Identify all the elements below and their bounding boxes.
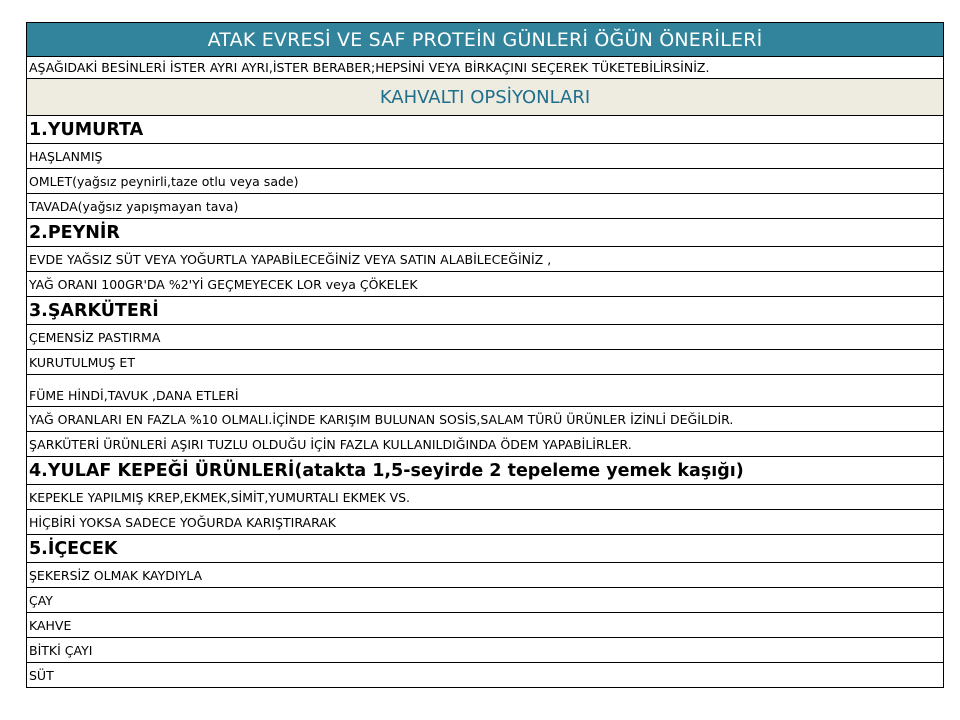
list-item: SÜT bbox=[27, 663, 943, 688]
meal-suggestion-table bbox=[26, 22, 944, 688]
list-item: OMLET(yağsız peynirli,taze otlu veya sade) bbox=[27, 169, 943, 194]
group-heading-deli: 3.ŞARKÜTERİ bbox=[27, 297, 943, 325]
intro-note: AŞAĞIDAKİ BESİNLERİ İSTER AYRI AYRI,İSTER BERABER;HEPSİNİ VEYA BİRKAÇINI SEÇEREK TÜKETEBİLİRSİNİZ. bbox=[27, 57, 943, 79]
list-item: YAĞ ORANI 100GR'DA %2'Yİ GEÇMEYECEK LOR veya ÇÖKELEK bbox=[27, 272, 943, 297]
list-item: HAŞLANMIŞ bbox=[27, 144, 943, 169]
list-item: KEPEKLE YAPILMIŞ KREP,EKMEK,SİMİT,YUMURTALI EKMEK VS. bbox=[27, 485, 943, 510]
list-item: TAVADA(yağsız yapışmayan tava) bbox=[27, 194, 943, 219]
list-item: HİÇBİRİ YOKSA SADECE YOĞURDA KARIŞTIRARAK bbox=[27, 510, 943, 535]
list-item: FÜME HİNDİ,TAVUK ,DANA ETLERİ bbox=[27, 375, 943, 407]
list-item: ŞEKERSİZ OLMAK KAYDIYLA bbox=[27, 563, 943, 588]
list-item: KAHVE bbox=[27, 613, 943, 638]
list-item: KURUTULMUŞ ET bbox=[27, 350, 943, 375]
group-heading-cheese: 2.PEYNİR bbox=[27, 219, 943, 247]
list-item: ÇAY bbox=[27, 588, 943, 613]
list-item: BİTKİ ÇAYI bbox=[27, 638, 943, 663]
group-heading-drinks: 5.İÇECEK bbox=[27, 535, 943, 563]
list-item: ÇEMENSİZ PASTIRMA bbox=[27, 325, 943, 350]
breakfast-section-header: KAHVALTI OPSİYONLARI bbox=[27, 79, 943, 116]
list-item: ŞARKÜTERİ ÜRÜNLERİ AŞIRI TUZLU OLDUĞU İÇİN FAZLA KULLANILDIĞINDA ÖDEM YAPABİLİRLER. bbox=[27, 432, 943, 457]
group-heading-eggs: 1.YUMURTA bbox=[27, 116, 943, 144]
group-heading-oat-bran: 4.YULAF KEPEĞİ ÜRÜNLERİ(atakta 1,5-seyirde 2 tepeleme yemek kaşığı) bbox=[27, 457, 943, 485]
list-item: YAĞ ORANLARI EN FAZLA %10 OLMALI.İÇİNDE KARIŞIM BULUNAN SOSİS,SALAM TÜRÜ ÜRÜNLER İZİNLİ DEĞİLDİR. bbox=[27, 407, 943, 432]
list-item: EVDE YAĞSIZ SÜT VEYA YOĞURTLA YAPABİLECEĞİNİZ VEYA SATIN ALABİLECEĞİNİZ , bbox=[27, 247, 943, 272]
table-title: ATAK EVRESİ VE SAF PROTEİN GÜNLERİ ÖĞÜN ÖNERİLERİ bbox=[27, 22, 943, 57]
